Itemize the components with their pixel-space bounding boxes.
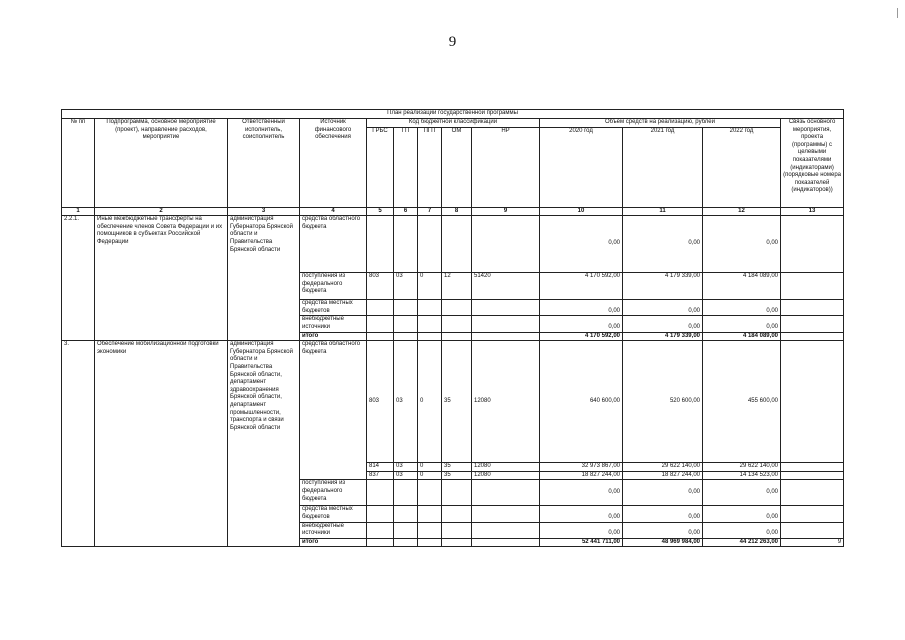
gp-cell: 03 [394, 341, 418, 463]
source-cell: средства областного бюджета [300, 341, 367, 480]
grbs-cell: 803 [367, 341, 394, 463]
col-number: 9 [472, 207, 540, 216]
col-number: 12 [703, 207, 781, 216]
value-2022: 14 134 523,00 [703, 471, 781, 480]
value-2022: 0,00 [703, 216, 781, 273]
total-2020: 4 170 592,00 [540, 332, 623, 341]
value-2021: 0,00 [623, 316, 703, 332]
value-2020: 0,00 [540, 522, 623, 538]
value-2021: 29 622 140,00 [623, 463, 703, 472]
col-number: 10 [540, 207, 623, 216]
nr-cell: 12080 [472, 463, 540, 472]
col-number: 13 [781, 207, 844, 216]
grbs-cell: 803 [367, 273, 394, 300]
table-row [62, 216, 844, 273]
gp-cell: 03 [394, 273, 418, 300]
header-2021: 2021 год [623, 127, 703, 207]
row-name: Иные межбюджетные трансферты на обеспечение членов Совета Федерации и их помощников в субъектах Российской Федерации [95, 216, 228, 341]
grbs-cell: 814 [367, 463, 394, 472]
row-executor: администрация Губернатора Брянской области и Правительства Брянской области, департамент здравоохранения Брянской области, департамент промышленности, транспорта и связи Брянской области [228, 341, 300, 547]
col-number: 1 [62, 207, 95, 216]
source-cell: поступления из федерального бюджета [300, 480, 367, 506]
nr-cell: 12080 [472, 471, 540, 480]
value-2020: 0,00 [540, 506, 623, 522]
total-2020: 52 441 711,00 [540, 538, 623, 547]
link-cell: 9 [781, 538, 844, 547]
value-2021: 0,00 [623, 300, 703, 316]
header-nr: НР [472, 127, 540, 207]
col-number: 6 [394, 207, 418, 216]
value-2020: 4 170 592,00 [540, 273, 623, 300]
nr-cell: 51420 [472, 273, 540, 300]
header-2022: 2022 год [703, 127, 781, 207]
col-number: 7 [418, 207, 442, 216]
value-2020: 0,00 [540, 300, 623, 316]
value-2022: 455 600,00 [703, 341, 781, 463]
header-2020: 2020 год [540, 127, 623, 207]
value-2021: 4 179 339,00 [623, 273, 703, 300]
pgp-cell: 0 [418, 471, 442, 480]
om-cell: 35 [442, 341, 472, 463]
value-2021: 18 827 244,00 [623, 471, 703, 480]
source-cell: средства областного бюджета [300, 216, 367, 273]
source-cell: внебюджетные источники [300, 316, 367, 332]
row-executor: администрация Губернатора Брянской области и Правительства Брянской области [228, 216, 300, 341]
value-2022: 0,00 [703, 506, 781, 522]
header-gp: ГП [394, 127, 418, 207]
om-cell: 35 [442, 463, 472, 472]
source-cell: средства местных бюджетов [300, 506, 367, 522]
value-2022: 4 184 089,00 [703, 273, 781, 300]
total-2022: 44 212 263,00 [703, 538, 781, 547]
value-2021: 0,00 [623, 216, 703, 273]
col-number: 11 [623, 207, 703, 216]
value-2021: 0,00 [623, 522, 703, 538]
source-cell: итого [300, 538, 367, 547]
source-cell: поступления из федерального бюджета [300, 273, 367, 300]
value-2021: 0,00 [623, 506, 703, 522]
total-2022: 4 184 089,00 [703, 332, 781, 341]
header-pgp: ПГП [418, 127, 442, 207]
value-2020: 0,00 [540, 216, 623, 273]
col-number: 3 [228, 207, 300, 216]
col-number: 2 [95, 207, 228, 216]
header-volume: Объем средств на реализацию, рублей [540, 119, 781, 128]
header-num: № пп [62, 119, 95, 208]
row-num: 2.2.1. [62, 216, 95, 341]
source-cell: внебюджетные источники [300, 522, 367, 538]
source-cell: средства местных бюджетов [300, 300, 367, 316]
table-row [62, 341, 844, 463]
grbs-cell: 837 [367, 471, 394, 480]
om-cell: 12 [442, 273, 472, 300]
header-grbs: ГРБС [367, 127, 394, 207]
col-number: 8 [442, 207, 472, 216]
gp-cell: 03 [394, 463, 418, 472]
total-2021: 48 969 984,00 [623, 538, 703, 547]
gp-cell: 03 [394, 471, 418, 480]
row-name: Обеспечение мобилизационной подготовки экономики [95, 341, 228, 547]
total-2021: 4 179 339,00 [623, 332, 703, 341]
col-number: 4 [300, 207, 367, 216]
program-plan-table [61, 109, 844, 547]
edge-mark [897, 8, 898, 18]
col-number: 5 [367, 207, 394, 216]
column-numbers-row [62, 207, 844, 216]
header-subprogram: Подпрограмма, основное мероприятие (проект), направление расходов, мероприятие [95, 119, 228, 208]
value-2020: 640 600,00 [540, 341, 623, 463]
nr-cell: 12080 [472, 341, 540, 463]
header-executor: Ответственный исполнитель, соисполнитель [228, 119, 300, 208]
pgp-cell: 0 [418, 463, 442, 472]
value-2021: 520 600,00 [623, 341, 703, 463]
value-2020: 0,00 [540, 316, 623, 332]
source-cell: итого [300, 332, 367, 341]
value-2022: 0,00 [703, 480, 781, 506]
page-number: 9 [448, 34, 457, 50]
value-2022: 29 622 140,00 [703, 463, 781, 472]
value-2020: 18 827 244,00 [540, 471, 623, 480]
table-title: План реализации государственной программы [62, 110, 844, 119]
header-link: Связь основного мероприятия, проекта (программы) с целевыми показателями (индикаторами) (порядковые номера показателей (индикаторов)) [781, 119, 844, 208]
header-om: ОМ [442, 127, 472, 207]
value-2022: 0,00 [703, 522, 781, 538]
value-2020: 0,00 [540, 480, 623, 506]
row-num: 3. [62, 341, 95, 547]
value-2022: 0,00 [703, 316, 781, 332]
om-cell: 35 [442, 471, 472, 480]
value-2022: 0,00 [703, 300, 781, 316]
value-2021: 0,00 [623, 480, 703, 506]
header-source: Источник финансового обеспечения [300, 119, 367, 208]
value-2020: 32 973 867,00 [540, 463, 623, 472]
header-budget-code: Код бюджетной классификации [367, 119, 540, 128]
pgp-cell: 0 [418, 341, 442, 463]
pgp-cell: 0 [418, 273, 442, 300]
